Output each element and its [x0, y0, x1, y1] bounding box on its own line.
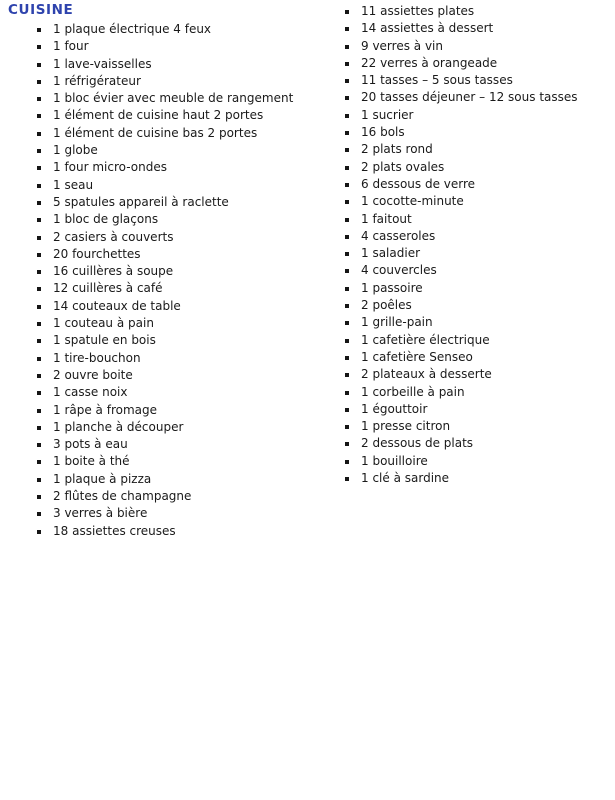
list-item-label: 2 poêles: [361, 298, 412, 313]
list-item: [37, 298, 293, 315]
list-item: [345, 435, 578, 452]
square-bullet-icon: [37, 426, 41, 430]
list-item: [37, 194, 293, 211]
square-bullet-icon: [345, 252, 349, 256]
square-bullet-icon: [345, 321, 349, 325]
list-item-label: 6 dessous de verre: [361, 176, 476, 191]
list-item-label: 1 cafetière Senseo: [361, 349, 473, 364]
square-bullet-icon: [37, 201, 41, 205]
list-item-label: 20 fourchettes: [53, 246, 141, 261]
square-bullet-icon: [345, 200, 349, 204]
square-bullet-icon: [37, 374, 41, 378]
list-item: [345, 20, 578, 37]
list-item: [345, 332, 578, 349]
list-item: [37, 229, 293, 246]
list-item-label: 1 tire-bouchon: [53, 350, 141, 365]
list-item-label: 1 four: [53, 39, 89, 54]
list-item-label: 2 dessous de plats: [361, 436, 474, 451]
square-bullet-icon: [345, 10, 349, 14]
square-bullet-icon: [345, 391, 349, 395]
square-bullet-icon: [345, 45, 349, 49]
list-item-label: 1 faitout: [361, 211, 412, 226]
page-title: CUISINE: [8, 2, 74, 18]
square-bullet-icon: [345, 166, 349, 170]
square-bullet-icon: [37, 270, 41, 274]
list-item: [345, 453, 578, 470]
list-item: [37, 419, 293, 436]
inventory-list-right-column: [345, 3, 578, 487]
list-item: [345, 314, 578, 331]
list-item-label: 1 plaque à pizza: [53, 471, 152, 486]
square-bullet-icon: [37, 132, 41, 136]
list-item: [345, 384, 578, 401]
list-item-label: 1 bloc de glaçons: [53, 212, 159, 227]
list-item: [37, 246, 293, 263]
square-bullet-icon: [345, 408, 349, 412]
square-bullet-icon: [37, 443, 41, 447]
list-item: [345, 107, 578, 124]
list-item: [37, 453, 293, 470]
square-bullet-icon: [37, 512, 41, 516]
list-item-label: 1 boite à thé: [53, 454, 130, 469]
list-item-label: 1 élément de cuisine haut 2 portes: [53, 108, 264, 123]
square-bullet-icon: [37, 166, 41, 170]
square-bullet-icon: [345, 339, 349, 343]
list-item: [37, 471, 293, 488]
square-bullet-icon: [37, 63, 41, 67]
list-item: [37, 142, 293, 159]
square-bullet-icon: [345, 218, 349, 222]
list-item-label: 14 assiettes à dessert: [361, 21, 494, 36]
list-item: [37, 159, 293, 176]
list-item: [345, 159, 578, 176]
square-bullet-icon: [37, 495, 41, 499]
list-item-label: 5 spatules appareil à raclette: [53, 194, 229, 209]
square-bullet-icon: [37, 97, 41, 101]
list-item: [345, 366, 578, 383]
square-bullet-icon: [345, 304, 349, 308]
list-item-label: 1 bouilloire: [361, 453, 428, 468]
list-item-label: 1 réfrigérateur: [53, 73, 141, 88]
list-item: [345, 401, 578, 418]
list-item-label: 14 couteaux de table: [53, 298, 181, 313]
square-bullet-icon: [345, 477, 349, 481]
inventory-list-left-column: [37, 21, 293, 540]
square-bullet-icon: [37, 45, 41, 49]
list-item-label: 9 verres à vin: [361, 38, 443, 53]
square-bullet-icon: [37, 80, 41, 84]
list-item: [345, 228, 578, 245]
list-item: [345, 211, 578, 228]
square-bullet-icon: [37, 530, 41, 534]
list-item-label: 1 grille-pain: [361, 315, 433, 330]
list-item: [345, 89, 578, 106]
list-item: [37, 177, 293, 194]
list-item-label: 2 plats rond: [361, 142, 433, 157]
list-item-label: 1 casse noix: [53, 385, 128, 400]
square-bullet-icon: [345, 442, 349, 446]
square-bullet-icon: [345, 96, 349, 100]
square-bullet-icon: [37, 184, 41, 188]
list-item: [37, 488, 293, 505]
list-item: [345, 72, 578, 89]
list-item-label: 12 cuillères à café: [53, 281, 163, 296]
list-item-label: 2 ouvre boite: [53, 367, 133, 382]
square-bullet-icon: [37, 409, 41, 413]
square-bullet-icon: [37, 339, 41, 343]
square-bullet-icon: [37, 149, 41, 153]
list-item: [37, 436, 293, 453]
square-bullet-icon: [37, 114, 41, 118]
list-item: [345, 141, 578, 158]
list-item: [37, 73, 293, 90]
list-item-label: 1 corbeille à pain: [361, 384, 465, 399]
square-bullet-icon: [37, 287, 41, 291]
list-item-label: 3 pots à eau: [53, 437, 128, 452]
list-item: [37, 56, 293, 73]
list-item: [345, 55, 578, 72]
list-item: [345, 280, 578, 297]
list-item: [345, 297, 578, 314]
list-item: [37, 315, 293, 332]
square-bullet-icon: [345, 131, 349, 135]
list-item: [345, 262, 578, 279]
list-item: [345, 124, 578, 141]
list-item-label: 1 passoire: [361, 280, 423, 295]
square-bullet-icon: [345, 460, 349, 464]
list-item-label: 11 assiettes plates: [361, 4, 475, 18]
square-bullet-icon: [37, 478, 41, 482]
list-item-label: 1 cocotte-minute: [361, 194, 464, 209]
square-bullet-icon: [37, 322, 41, 326]
square-bullet-icon: [37, 236, 41, 240]
square-bullet-icon: [345, 79, 349, 83]
list-item: [345, 38, 578, 55]
list-item: [37, 38, 293, 55]
square-bullet-icon: [37, 253, 41, 257]
list-item-label: 1 égouttoir: [361, 401, 428, 416]
list-item: [345, 176, 578, 193]
list-item-label: 1 bloc évier avec meuble de rangement: [53, 91, 294, 106]
list-item: [345, 245, 578, 262]
square-bullet-icon: [37, 28, 41, 32]
list-item-label: 1 râpe à fromage: [53, 402, 157, 417]
list-item-label: 1 couteau à pain: [53, 316, 154, 331]
list-item-label: 1 plaque électrique 4 feux: [53, 22, 212, 36]
square-bullet-icon: [345, 183, 349, 187]
list-item-label: 1 planche à découper: [53, 419, 184, 434]
list-item: [37, 332, 293, 349]
list-item-label: 1 saladier: [361, 246, 421, 261]
list-item-label: 1 sucrier: [361, 107, 414, 122]
square-bullet-icon: [345, 114, 349, 118]
list-item-label: 20 tasses déjeuner – 12 sous tasses: [361, 90, 578, 105]
square-bullet-icon: [37, 218, 41, 222]
list-item: [345, 193, 578, 210]
list-item: [37, 280, 293, 297]
list-item-label: 11 tasses – 5 sous tasses: [361, 73, 513, 88]
square-bullet-icon: [345, 425, 349, 429]
square-bullet-icon: [37, 391, 41, 395]
square-bullet-icon: [345, 373, 349, 377]
list-item-label: 2 plateaux à desserte: [361, 367, 492, 382]
list-item-label: 1 spatule en bois: [53, 333, 156, 348]
square-bullet-icon: [37, 305, 41, 309]
list-item-label: 3 verres à bière: [53, 506, 148, 521]
list-item: [37, 21, 293, 38]
list-item: [37, 523, 293, 540]
list-item-label: 16 bols: [361, 125, 405, 140]
list-item: [345, 349, 578, 366]
list-item: [37, 125, 293, 142]
list-item-label: 1 lave-vaisselles: [53, 56, 152, 71]
list-item-label: 4 couvercles: [361, 263, 437, 278]
list-item-label: 1 seau: [53, 177, 94, 192]
list-item: [37, 505, 293, 522]
list-item: [37, 211, 293, 228]
list-item-label: 2 casiers à couverts: [53, 229, 174, 244]
list-item-label: 1 four micro-ondes: [53, 160, 167, 175]
list-item-label: 1 cafetière électrique: [361, 332, 490, 347]
square-bullet-icon: [345, 235, 349, 239]
list-item: [37, 384, 293, 401]
list-item-label: 2 plats ovales: [361, 159, 445, 174]
list-item-label: 1 clé à sardine: [361, 471, 450, 486]
list-item: [37, 402, 293, 419]
list-item: [345, 470, 578, 487]
square-bullet-icon: [37, 460, 41, 464]
list-item: [37, 367, 293, 384]
list-item-label: 1 presse citron: [361, 419, 451, 434]
list-item-label: 16 cuillères à soupe: [53, 264, 174, 279]
list-item: [37, 350, 293, 367]
list-item: [37, 90, 293, 107]
square-bullet-icon: [345, 62, 349, 66]
list-item-label: 22 verres à orangeade: [361, 55, 498, 70]
list-item-label: 18 assiettes creuses: [53, 523, 176, 538]
square-bullet-icon: [345, 269, 349, 273]
square-bullet-icon: [345, 148, 349, 152]
list-item: [345, 418, 578, 435]
list-item: [37, 263, 293, 280]
list-item-label: 1 élément de cuisine bas 2 portes: [53, 125, 258, 140]
list-item: [37, 107, 293, 124]
list-item: [345, 3, 578, 20]
list-item-label: 2 flûtes de champagne: [53, 489, 192, 504]
list-item-label: 4 casseroles: [361, 228, 436, 243]
square-bullet-icon: [345, 356, 349, 360]
list-item-label: 1 globe: [53, 143, 98, 158]
square-bullet-icon: [345, 287, 349, 291]
square-bullet-icon: [345, 27, 349, 31]
square-bullet-icon: [37, 357, 41, 361]
